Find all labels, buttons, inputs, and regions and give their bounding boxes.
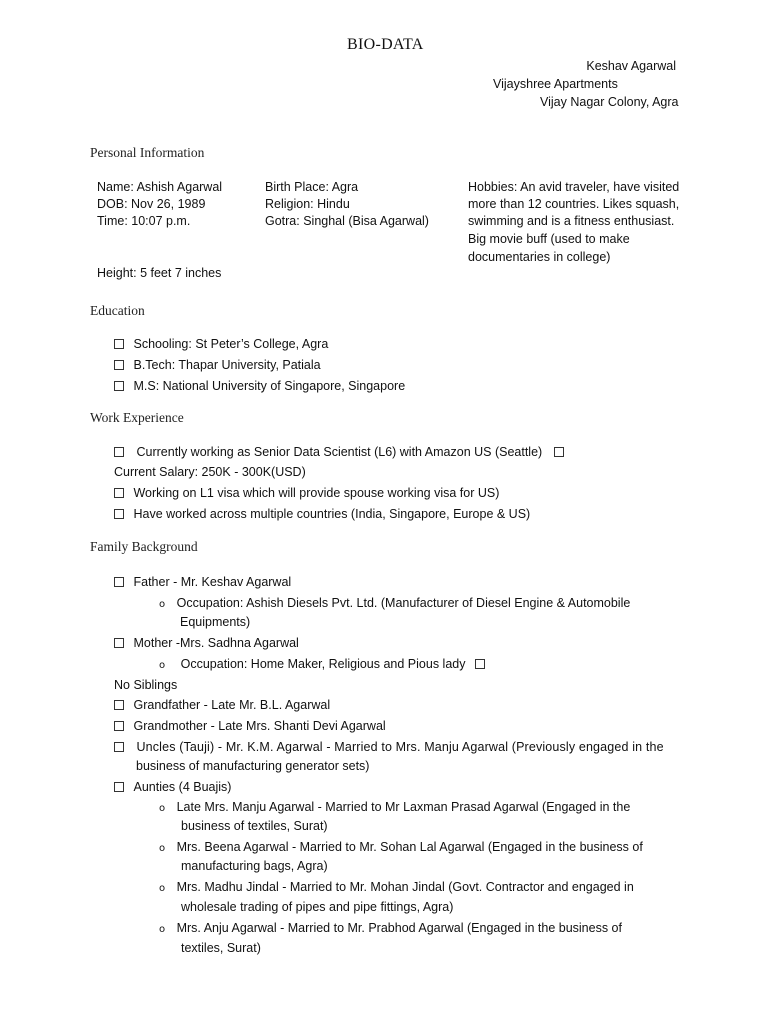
family-father-occupation: Occupation: Ashish Diesels Pvt. Ltd. (Manufacturer of Diesel Engine & Automobile [176, 596, 631, 610]
list-item [159, 656, 485, 674]
aunt-3: Mrs. Madhu Jindal - Married to Mr. Mohan Jindal (Govt. Contractor and engaged in [176, 880, 634, 894]
list-item [114, 357, 321, 374]
family-uncles: Uncles (Tauji) - Mr. K.M. Agarwal - Married to Mrs. Manju Agarwal (Previously engaged in the [136, 740, 664, 754]
list-item [159, 799, 630, 817]
personal-birth-place: Birth Place: Agra [265, 180, 359, 194]
list-item [114, 739, 664, 756]
aunt-4-cont: textiles, Surat) [181, 941, 261, 955]
family-aunties: Aunties (4 Buajis) [133, 780, 232, 794]
list-item [114, 378, 405, 395]
address-name: Keshav Agarwal [586, 59, 676, 73]
education-item: M.S: National University of Singapore, Singapore [133, 379, 406, 393]
list-item [114, 336, 328, 353]
bullet-icon [114, 638, 124, 648]
family-grandfather: Grandfather - Late Mr. B.L. Agarwal [133, 698, 331, 712]
list-item [114, 574, 291, 591]
family-father: Father - Mr. Keshav Agarwal [133, 575, 292, 589]
personal-dob: DOB: Nov 26, 1989 [97, 197, 206, 211]
aunt-2: Mrs. Beena Agarwal - Married to Mr. Sohan Lal Agarwal (Engaged in the business of [176, 840, 643, 854]
bullet-icon [114, 339, 124, 349]
bullet-icon [114, 509, 124, 519]
personal-height: Height: 5 feet 7 inches [97, 266, 222, 280]
family-uncles-cont: business of manufacturing generator sets) [136, 759, 370, 773]
hobbies-line-3: swimming and is a fitness enthusiast. [468, 214, 675, 228]
circle-bullet-icon: o [159, 599, 166, 610]
bullet-icon [114, 700, 124, 710]
bullet-icon [114, 488, 124, 498]
list-item [159, 920, 622, 938]
bullet-icon [554, 447, 564, 457]
personal-religion: Religion: Hindu [265, 197, 350, 211]
family-siblings: No Siblings [114, 678, 178, 692]
bullet-icon [114, 360, 124, 370]
section-heading-education: Education [90, 303, 145, 318]
circle-bullet-icon: o [159, 803, 166, 814]
aunt-1-cont: business of textiles, Surat) [181, 819, 328, 833]
list-item [114, 485, 499, 502]
bullet-icon [114, 782, 124, 792]
section-heading-work: Work Experience [90, 410, 184, 425]
family-grandmother: Grandmother - Late Mrs. Shanti Devi Agarwal [133, 719, 386, 733]
section-heading-family: Family Background [90, 539, 198, 554]
personal-time: Time: 10:07 p.m. [97, 214, 191, 228]
family-mother: Mother -Mrs. Sadhna Agarwal [133, 636, 299, 650]
aunt-2-cont: manufacturing bags, Agra) [181, 859, 328, 873]
page-title: BIO-DATA [347, 36, 424, 53]
list-item [114, 506, 530, 523]
aunt-4: Mrs. Anju Agarwal - Married to Mr. Prabhod Agarwal (Engaged in the business of [176, 921, 622, 935]
personal-name: Name: Ashish Agarwal [97, 180, 223, 194]
list-item [159, 595, 630, 613]
hobbies-line-1: Hobbies: An avid traveler, have visited [468, 180, 680, 194]
list-item [114, 779, 231, 796]
list-item [114, 718, 386, 735]
bullet-icon [114, 721, 124, 731]
aunt-1: Late Mrs. Manju Agarwal - Married to Mr Laxman Prasad Agarwal (Engaged in the [176, 800, 631, 814]
section-heading-personal: Personal Information [90, 145, 205, 160]
work-item-visa: Working on L1 visa which will provide spouse working visa for US) [133, 486, 500, 500]
address-line-1: Vijayshree Apartments [493, 77, 618, 91]
aunt-3-cont: wholesale trading of pipes and pipe fittings, Agra) [181, 900, 454, 914]
bullet-icon [114, 742, 124, 752]
bullet-icon [114, 381, 124, 391]
circle-bullet-icon: o [159, 660, 166, 671]
family-mother-occupation: Occupation: Home Maker, Religious and Pious lady [180, 657, 466, 671]
circle-bullet-icon: o [159, 843, 166, 854]
bullet-icon [475, 659, 485, 669]
hobbies-line-5: documentaries in college) [468, 250, 611, 264]
list-item [114, 697, 330, 714]
list-item [159, 879, 634, 897]
address-line-2: Vijay Nagar Colony, Agra [540, 95, 679, 109]
list-item [159, 839, 643, 857]
education-item: B.Tech: Thapar University, Patiala [133, 358, 321, 372]
circle-bullet-icon: o [159, 924, 166, 935]
list-item [114, 444, 564, 461]
hobbies-line-2: more than 12 countries. Likes squash, [468, 197, 680, 211]
hobbies-line-4: Big movie buff (used to make [468, 232, 630, 246]
circle-bullet-icon: o [159, 883, 166, 894]
bullet-icon [114, 447, 124, 457]
work-salary: Current Salary: 250K - 300K(USD) [114, 465, 306, 479]
bullet-icon [114, 577, 124, 587]
list-item [114, 635, 299, 652]
education-item: Schooling: St Peter’s College, Agra [133, 337, 329, 351]
personal-gotra: Gotra: Singhal (Bisa Agarwal) [265, 214, 429, 228]
family-father-occupation-cont: Equipments) [180, 615, 251, 629]
work-item-countries: Have worked across multiple countries (India, Singapore, Europe & US) [133, 507, 531, 521]
work-item-current: Currently working as Senior Data Scientist (L6) with Amazon US (Seattle) [136, 445, 543, 459]
